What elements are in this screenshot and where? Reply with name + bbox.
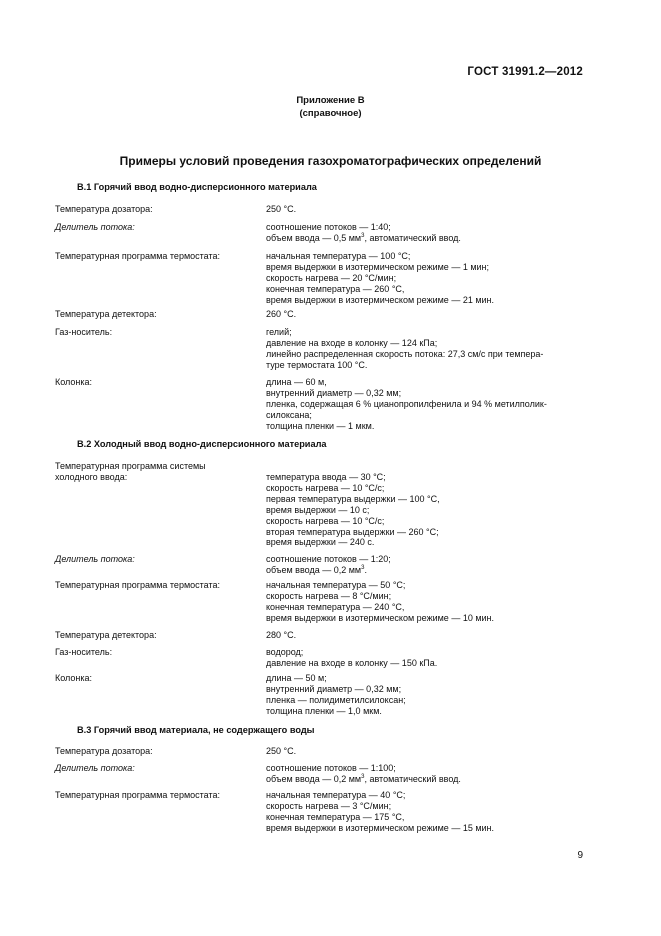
param-label: Температура дозатора:	[55, 204, 153, 214]
param-label: Колонка:	[55, 673, 93, 683]
standard-header: ГОСТ 31991.2—2012	[467, 66, 583, 78]
param-value: длина — 50 м; внутренний диаметр — 0,32 мм; пленка — полидиметилсилоксан; толщина пленки — 1,0 мкм.	[266, 673, 406, 716]
param-label: Температурная программа термостата:	[55, 580, 220, 590]
section-heading-b1: В.1 Горячий ввод водно-дисперсионного материала	[77, 182, 317, 192]
param-value: 250 °С.	[266, 204, 297, 214]
param-label: Температура дозатора:	[55, 746, 153, 756]
param-label: Температурная программа системы холодного ввода:	[55, 461, 206, 482]
page-number: 9	[577, 850, 583, 861]
param-label: Температура детектора:	[55, 630, 157, 640]
param-value: 250 °С.	[266, 746, 297, 756]
param-value: соотношение потоков — 1:100; объем ввода — 0,2 $мм^3$, автоматический ввод.	[266, 763, 461, 784]
param-label: Температурная программа термостата:	[55, 790, 220, 800]
param-value: гелий; давление на входе в колонку — 124 кПа; линейно распределенная скорость потока: 27,3 см/с при темпера- туре термостата 100 °С.	[266, 327, 544, 370]
param-value: начальная температура — 50 °С; скорость нагрева — 8 °С/мин; конечная температура — 240 °С, время выдержки в изотермическом режиме — 10 мин.	[266, 580, 495, 623]
section-heading-b2: В.2 Холодный ввод водно-дисперсионного материала	[77, 439, 327, 449]
param-value: соотношение потоков — 1:20; объем ввода — 0,2 $мм^3$.	[266, 554, 391, 575]
param-label: Делитель потока:	[55, 554, 135, 564]
param-label: Температурная программа термостата:	[55, 251, 220, 261]
param-value: соотношение потоков — 1:40; объем ввода — 0,5 $мм^3$, автоматический ввод.	[266, 222, 461, 243]
appendix-subtitle: (справочное)	[299, 108, 362, 119]
param-label: Газ-носитель:	[55, 647, 113, 657]
param-label: Температура детектора:	[55, 309, 157, 319]
param-value: 280 °С.	[266, 630, 297, 640]
param-value: температура ввода — 30 °С; скорость нагрева — 10 °С/с; первая температура выдержки — 100 °С, время выдержки — 10 с; скорость нагрева — 10 °С/с; вторая температура выдержки — 260 °С; время выдержки — 240 с.	[266, 472, 440, 548]
param-value: водород; давление на входе в колонку — 150 кПа.	[266, 647, 438, 668]
appendix-title: Приложение В	[296, 95, 365, 106]
param-value: начальная температура — 40 °С; скорость нагрева — 3 °С/мин; конечная температура — 175 °С, время выдержки в изотермическом режиме — 15 мин.	[266, 790, 495, 833]
main-title: Примеры условий проведения газохроматографических определений	[119, 154, 542, 168]
param-label: Газ-носитель:	[55, 327, 113, 337]
param-value: длина — 60 м, внутренний диаметр — 0,32 мм; пленка, содержащая 6 % цианопропилфенила и 94 % метилполик- силоксана; толщина пленки — 1 мкм.	[266, 377, 547, 431]
param-label: Колонка:	[55, 377, 93, 387]
param-label: Делитель потока:	[55, 763, 135, 773]
section-heading-b3: В.3 Горячий ввод материала, не содержащего воды	[77, 725, 315, 735]
param-value: 260 °С.	[266, 309, 297, 319]
param-value: начальная температура — 100 °С; время выдержки в изотермическом режиме — 1 мин; скорость нагрева — 20 °С/мин; конечная температура — 260 °С, время выдержки в изотермическом режиме — 21 мин.	[266, 251, 495, 305]
param-label: Делитель потока:	[55, 222, 135, 232]
